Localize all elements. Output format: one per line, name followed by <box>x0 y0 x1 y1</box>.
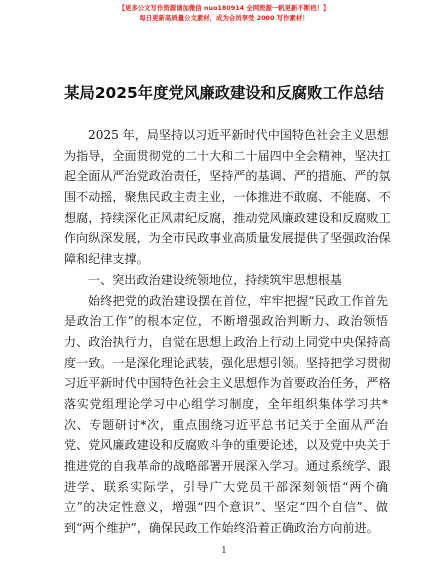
promo-banner-line-1: 【更多公文写作资源请加微信 nuo180914 全网资源一帆更新不断档！】 <box>118 4 330 12</box>
section-heading: 一、突出政治建设统领地位，持续筑牢思想根基 <box>88 272 342 287</box>
promo-banner-line-2: 每日更新高质量公文素材，成为会员享受 2000 写作素材！ <box>139 13 309 22</box>
paragraph-line: 为指导，全面贯彻党的二十大和二十届四中全会精神，坚决扛 <box>64 148 391 163</box>
paragraph-line: 作向纵深发展，为全市民政事业高质量发展提供了坚强政治保 <box>64 231 391 246</box>
paragraph-line: 度一致。一是深化理论武装，强化思想引领。坚持把学习贯彻 <box>64 355 391 370</box>
document-body <box>64 125 391 539</box>
paragraph-line: 想腐，持续深化正风肃纪反腐，推动党风廉政建设和反腐败工 <box>64 210 391 225</box>
paragraph-line: 党、党风廉政建设和反腐败斗争的重要论述，以及党中央关于 <box>64 438 391 453</box>
paragraph-line: 次、专题研讨*次，重点围绕习近平总书记关于全面从严治 <box>64 417 388 432</box>
document-title: 某局2025年度党风廉政建设和反腐败工作总结 <box>64 84 384 102</box>
paragraph-line: 落实党组理论学习中心组学习制度，全年组织集体学习共* <box>64 396 388 411</box>
paragraph-line: 进学、联系实际学，引导广大党员干部深刻领悟“两个确 <box>64 479 388 494</box>
page-number: 1 <box>221 546 227 556</box>
paragraph-line: 习近平新时代中国特色社会主义思想作为首要政治任务，严格 <box>64 376 391 391</box>
paragraph-line: 起全面从严治党政治责任，坚持严的基调、严的措施、严的氛 <box>64 169 391 184</box>
paragraph-line: 推进党的自我革命的战略部署开展深入学习。通过系统学、跟 <box>64 459 391 473</box>
paragraph-line: 围不动摇，聚焦民政主责主业，一体推进不敢腐、不能腐、不 <box>64 190 391 205</box>
paragraph-line: 2025 年，局坚持以习近平新时代中国特色社会主义思想 <box>88 128 389 142</box>
paragraph-line: 立”的决定性意义，增强“四个意识”、坚定“四个自信”、做 <box>64 500 388 515</box>
paragraph-line: 是政治工作”的根本定位，不断增强政治判断力、政治领悟 <box>64 314 388 329</box>
promo-banner <box>0 4 448 23</box>
paragraph-line: 始终把党的政治建设摆在首位，牢牢把握“民政工作首先 <box>88 293 388 308</box>
paragraph-line: 障和纪律支撑。 <box>64 252 149 267</box>
paragraph-line: 到“两个维护”，确保民政工作始终沿着正确政治方向前进。 <box>64 521 379 536</box>
paragraph-line: 力、政治执行力，自觉在思想上政治上行动上同党中央保持高 <box>64 334 391 349</box>
